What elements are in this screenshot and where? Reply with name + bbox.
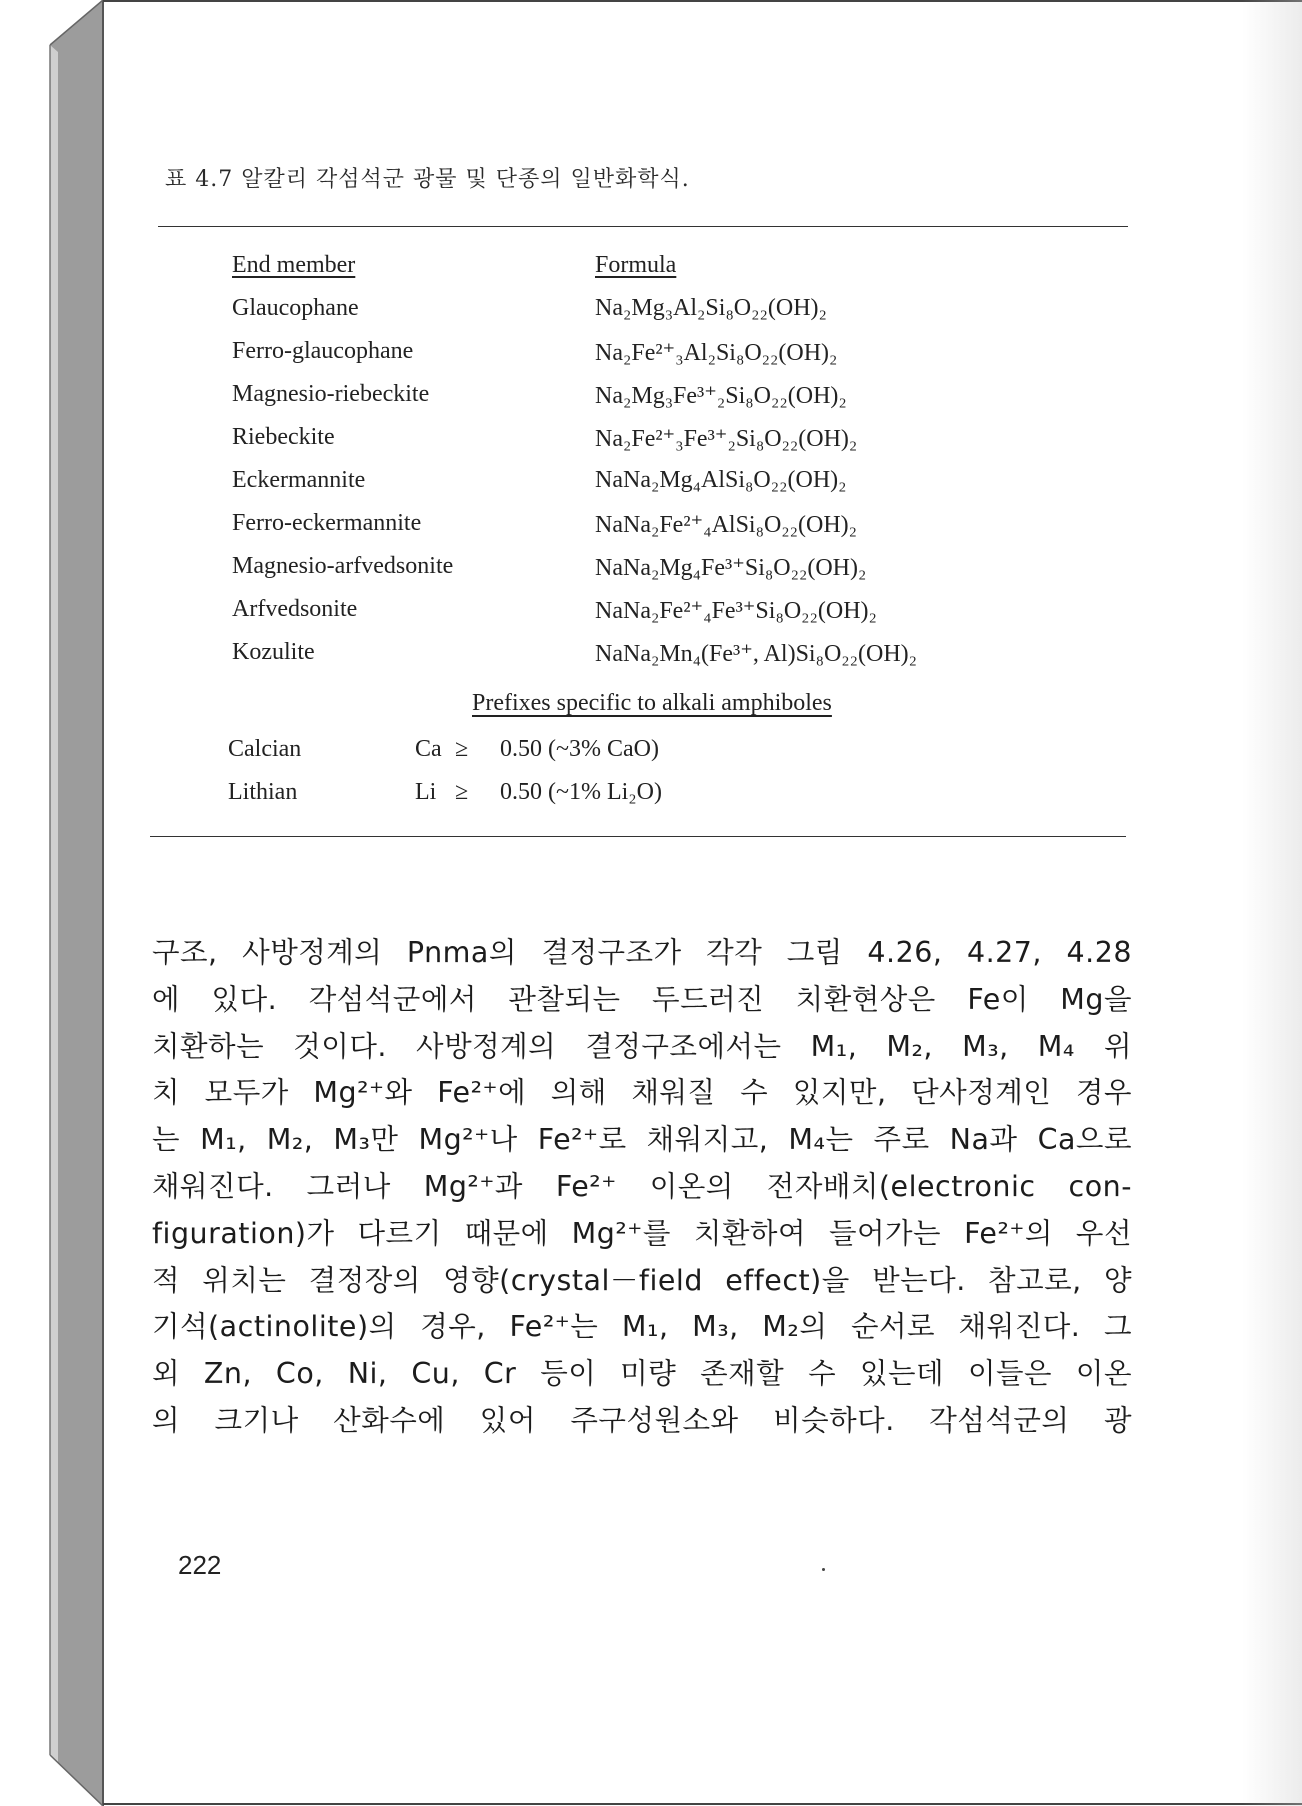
- table-bottom-rule: [150, 836, 1126, 837]
- prefix-section-title: Prefixes specific to alkali amphiboles: [472, 690, 832, 716]
- end-member-name: Riebeckite: [232, 424, 335, 450]
- end-member-name: Arfvedsonite: [232, 596, 358, 622]
- body-line: 채워진다. 그러나 Mg²⁺과 Fe²⁺ 이온의 전자배치(electronic con-: [152, 1169, 1132, 1203]
- prefix-name: Calcian: [228, 736, 302, 762]
- header-formula: Formula: [595, 252, 677, 278]
- prefix-value: 0.50 (~1% Li₂O): [500, 779, 662, 805]
- body-line: 는 M₁, M₂, M₃만 Mg²⁺나 Fe²⁺로 채워지고, M₄는 주로 Na과 Ca으로: [152, 1123, 1132, 1157]
- end-member-name: Magnesio-riebeckite: [232, 381, 430, 407]
- end-member-formula: Na₂Mg₃Al₂Si₈O₂₂(OH)₂: [595, 295, 827, 321]
- end-member-formula: NaNa₂Mg₄Fe³⁺Si₈O₂₂(OH)₂: [595, 555, 867, 581]
- page-edge-shadow: [1242, 0, 1302, 1806]
- body-line: 기석(actinolite)의 경우, Fe²⁺는 M₁, M₃, M₂의 순서로 채워진다. 그: [152, 1310, 1132, 1344]
- end-member-name: Kozulite: [232, 639, 315, 665]
- end-member-formula: NaNa₂Mn₄(Fe³⁺, Al)Si₈O₂₂(OH)₂: [595, 641, 918, 667]
- end-member-formula: NaNa₂Mg₄AlSi₈O₂₂(OH)₂: [595, 467, 847, 493]
- end-member-formula: Na₂Mg₃Fe³⁺₂Si₈O₂₂(OH)₂: [595, 383, 847, 409]
- body-line: figuration)가 다르기 때문에 Mg²⁺를 치환하여 들어가는 Fe²⁺의 우선: [152, 1216, 1132, 1250]
- body-line: 적 위치는 결정장의 영향(crystal－field effect)을 받는다. 참고로, 양: [152, 1263, 1132, 1297]
- prefix-relation: ≥: [455, 736, 469, 762]
- body-line: 구조, 사방정계의 Pnma의 결정구조가 각각 그림 4.26, 4.27, 4.28: [152, 936, 1132, 969]
- prefix-name: Lithian: [228, 779, 298, 805]
- table-caption: 표 4.7 알칼리 각섬석군 광물 및 단종의 일반화학식.: [165, 167, 690, 192]
- end-member-name: Magnesio-arfvedsonite: [232, 553, 454, 579]
- prefix-relation: ≥: [455, 779, 469, 805]
- body-line: 치 모두가 Mg²⁺와 Fe²⁺에 의해 채워질 수 있지만, 단사정계인 경우: [152, 1076, 1132, 1110]
- end-member-name: Glaucophane: [232, 295, 359, 321]
- body-line: 외 Zn, Co, Ni, Cu, Cr 등이 미량 존재할 수 있는데 이들은 이온: [152, 1357, 1132, 1391]
- end-member-formula: Na₂Fe²⁺₃Al₂Si₈O₂₂(OH)₂: [595, 340, 838, 366]
- prefix-value: 0.50 (~3% CaO): [500, 736, 659, 762]
- body-line: 의 크기나 산화수에 있어 주구성원소와 비슷하다. 각섬석군의 광: [152, 1403, 1132, 1437]
- scan-speck: [822, 1568, 825, 1571]
- table-top-rule: [158, 226, 1128, 227]
- prefix-element: Li: [415, 779, 437, 805]
- end-member-name: Ferro-eckermannite: [232, 510, 422, 536]
- body-line: 에 있다. 각섬석군에서 관찰되는 두드러진 치환현상은 Fe이 Mg을: [152, 982, 1132, 1016]
- body-paragraph: [152, 930, 1132, 1445]
- body-line: 치환하는 것이다. 사방정계의 결정구조에서는 M₁, M₂, M₃, M₄ 위: [152, 1029, 1132, 1063]
- end-member-name: Eckermannite: [232, 467, 366, 493]
- page-number: 222: [178, 1550, 222, 1580]
- end-member-formula: Na₂Fe²⁺₃Fe³⁺₂Si₈O₂₂(OH)₂: [595, 426, 858, 452]
- end-member-formula: NaNa₂Fe²⁺₄Fe³⁺Si₈O₂₂(OH)₂: [595, 598, 877, 624]
- prefix-element: Ca: [415, 736, 442, 762]
- header-end-member: End member: [232, 252, 356, 278]
- end-member-formula: NaNa₂Fe²⁺₄AlSi₈O₂₂(OH)₂: [595, 512, 858, 538]
- end-member-name: Ferro-glaucophane: [232, 338, 414, 364]
